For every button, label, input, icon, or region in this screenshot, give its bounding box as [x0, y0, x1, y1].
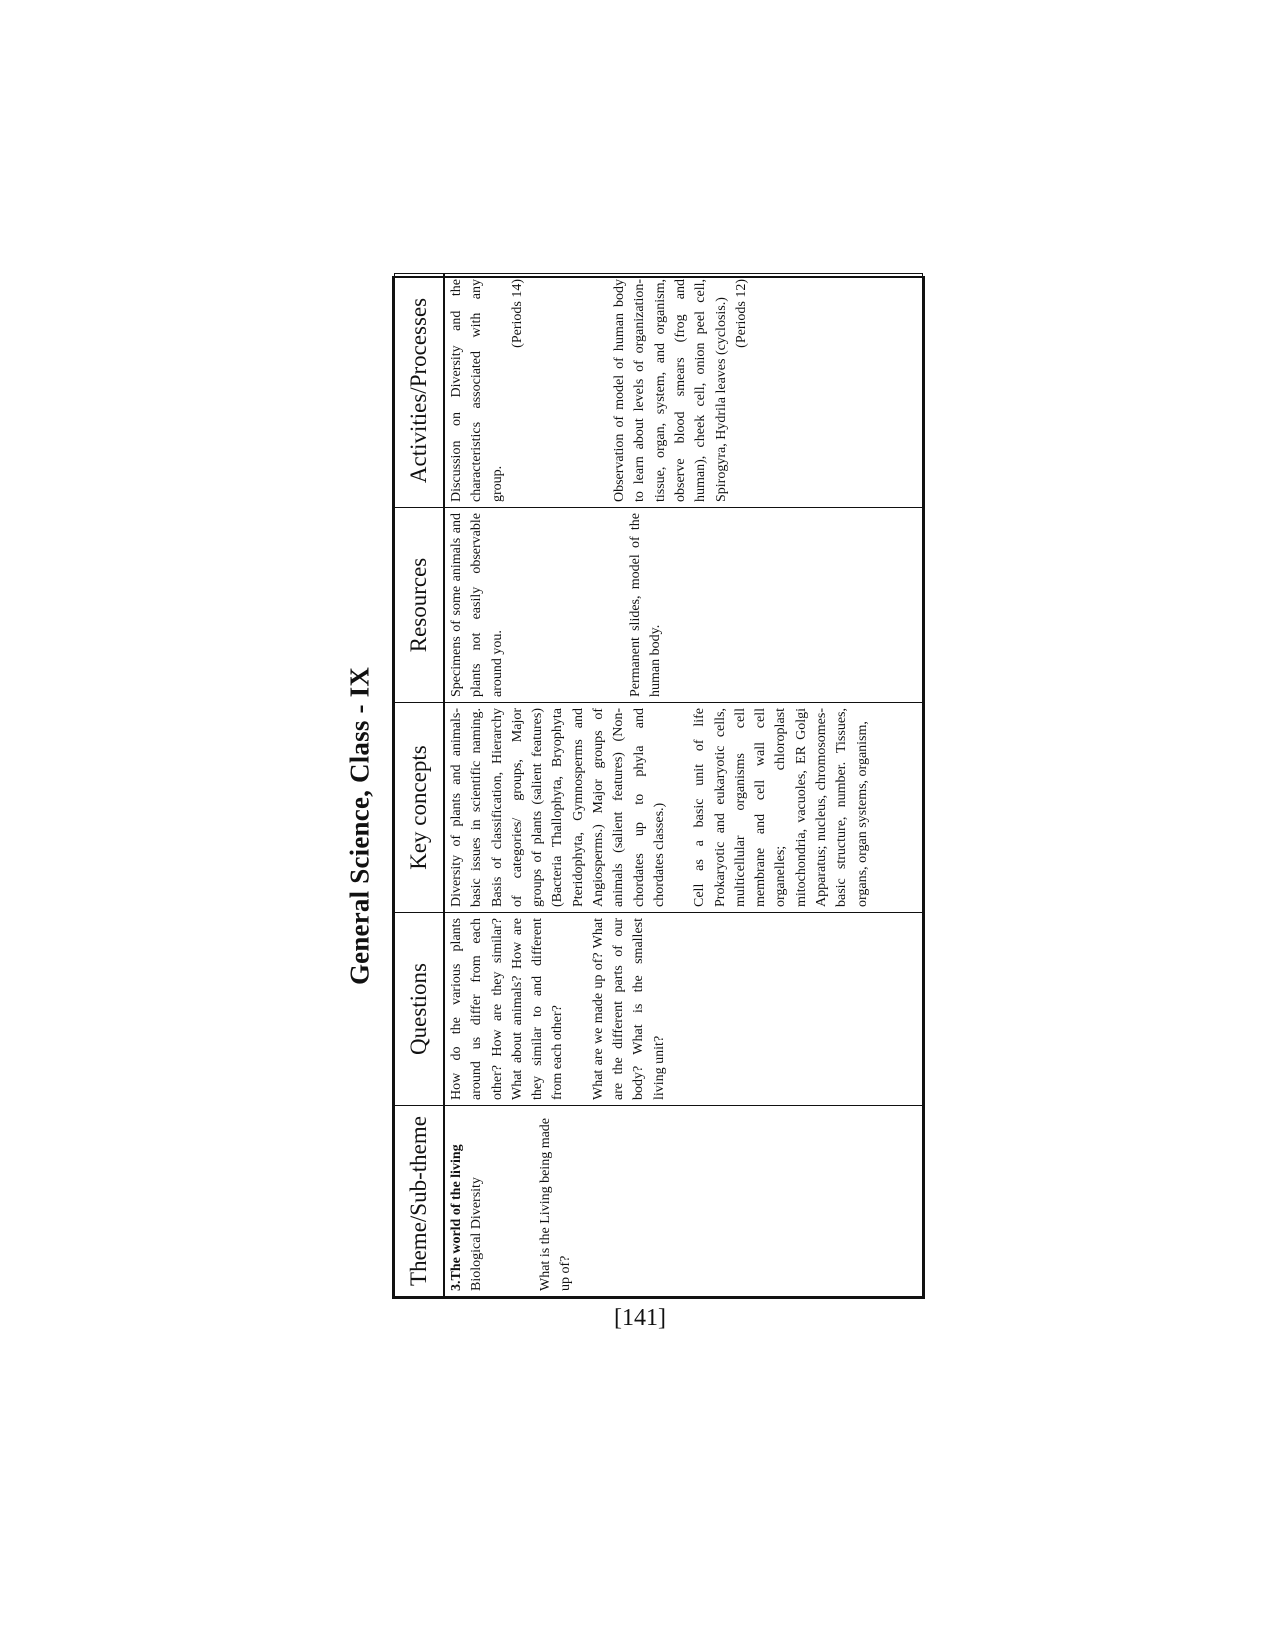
header-key-concepts: Key concepts: [395, 703, 445, 913]
questions-text-2: What are we made up of? What are the different parts of our body? What is the smallest living unit?: [590, 918, 667, 1100]
key-concepts-text-2: Cell as a basic unit of life Prokaryotic and eukaryotic cells, multicellular organisms cell membrane and cell wall cell organelles; chloroplast mitochondria, vacuoles, ER Golgi Apparatus; nucleus, chromosomes-basic structure, number. Tissues, organs, organ systems, organism,: [692, 708, 870, 907]
table-row: [444, 274, 923, 1297]
header-questions: Questions: [395, 913, 445, 1106]
cell-theme: [444, 1106, 923, 1297]
theme-bold-text: 3.The world of the living: [449, 1144, 464, 1291]
key-concepts-text: Diversity of plants and animals-basic issues in scientific naming. Basis of classification, Hierarchy of categories/ groups, Major groups of plants (salient features) (Bacteria Thallophyta, Bryophyta Pteridophyta, Gymnosperms and Angiosperms.) Major groups of animals (salient features) (Non-chordates up to phyla and chordates classes.): [449, 708, 667, 907]
page-title: General Science, Class - IX: [344, 666, 375, 986]
cell-questions: [444, 913, 923, 1106]
resources-text-2: Permanent slides, model of the human body.: [627, 513, 664, 697]
header-resources: Resources: [395, 508, 445, 703]
rotated-table: [392, 276, 925, 1299]
cell-key-concepts: [444, 703, 923, 913]
curriculum-table: [394, 273, 923, 1297]
header-activities: Activities/Processes: [395, 274, 445, 508]
header-theme: Theme/Sub-theme: [395, 1106, 445, 1297]
questions-text: How do the various plants around us differ from each other? How are they similar? What about animals? How are they similar to and different from each other?: [449, 918, 566, 1100]
curriculum-table-wrap: [392, 276, 925, 1299]
page-number: [141]: [614, 1305, 666, 1331]
theme-text-2: What is the Living being made up of?: [537, 1117, 573, 1291]
periods-text: (Periods 14): [509, 279, 525, 348]
activities-text-2: Observation of model of human body to learn about levels of organization-tissue, organ, system, and organism, observe blood smears (frog and human), cheek cell, onion peel cell, Spirogyra, Hydrila leaves (cyclosis.): [612, 279, 729, 502]
header-row: [395, 274, 445, 1297]
activities-text: Discussion on Diversity and the characteristics associated with any group.: [449, 279, 505, 502]
theme-text: Biological Diversity: [469, 1177, 485, 1291]
cell-resources: [444, 508, 923, 703]
periods-text-2: (Periods 12): [733, 279, 749, 348]
cell-activities: [444, 274, 923, 508]
resources-text: Specimens of some animals and plants not easily observable around you.: [449, 513, 505, 697]
